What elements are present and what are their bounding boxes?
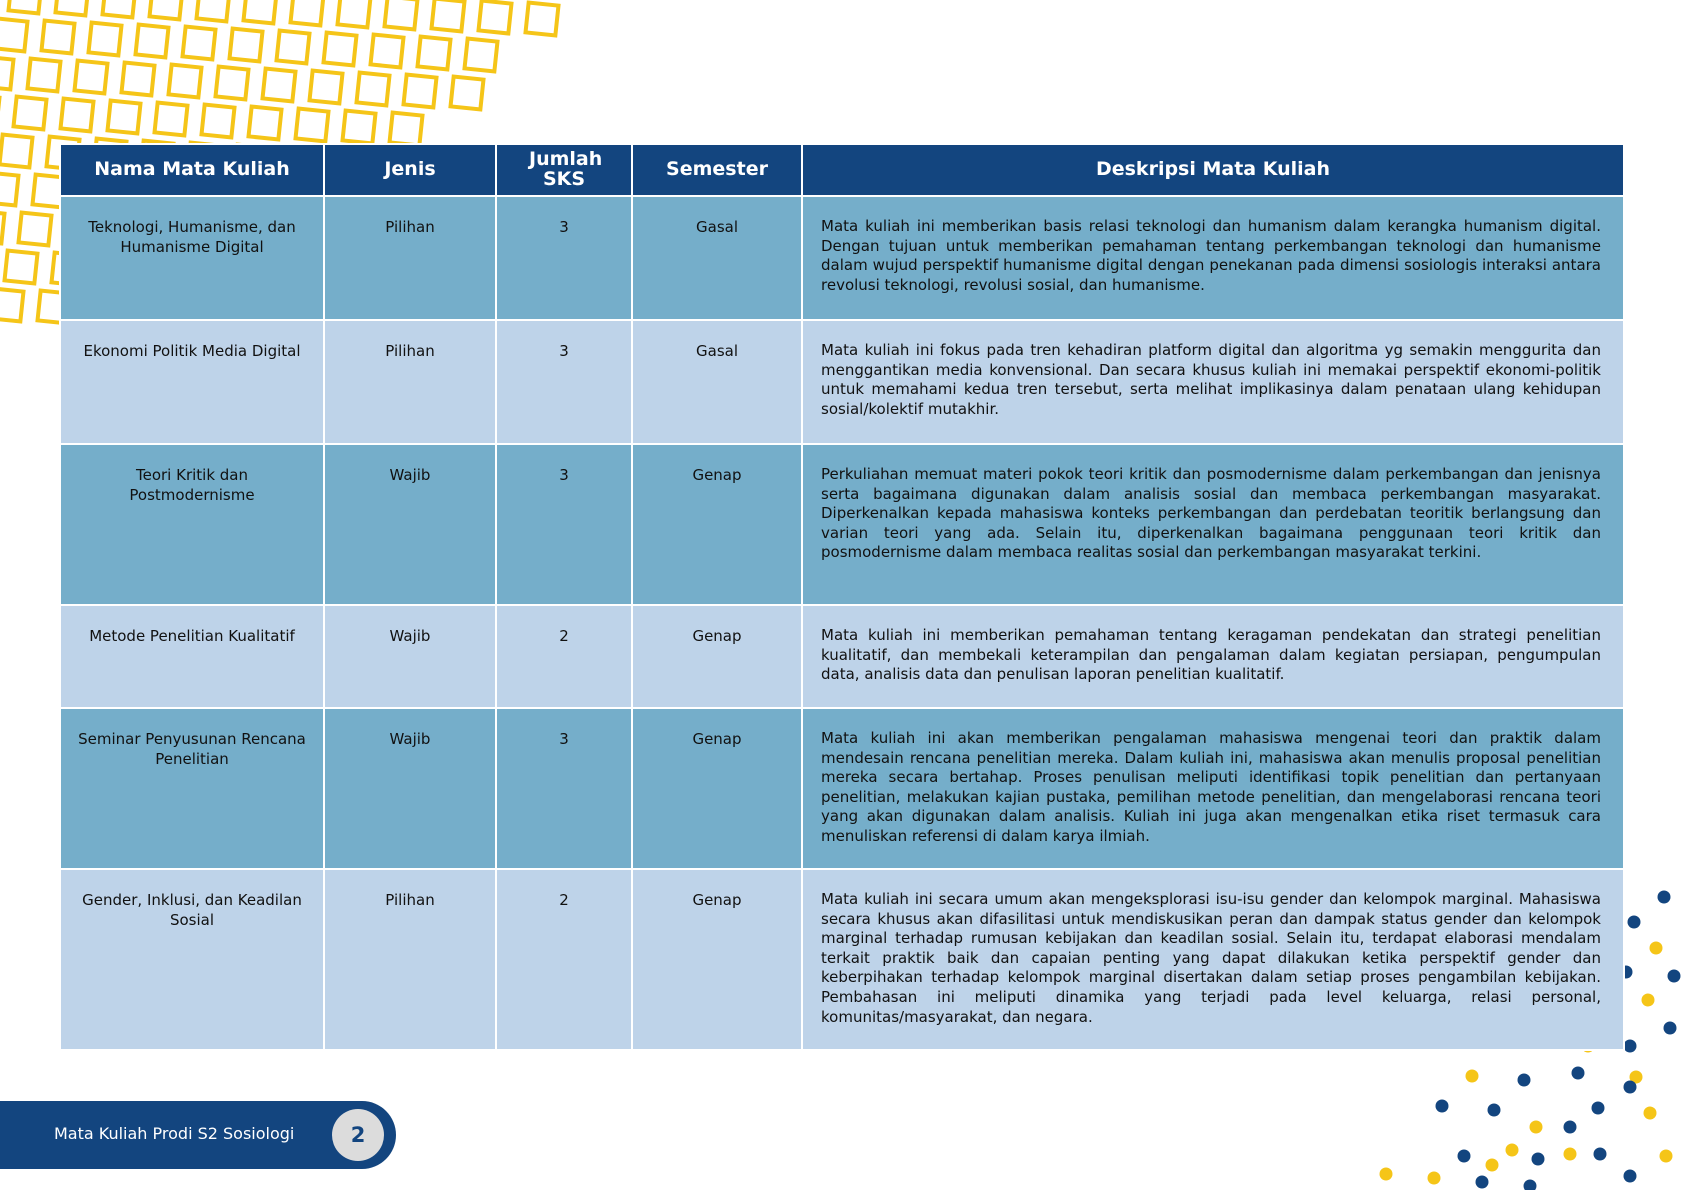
cell-nama: Teknologi, Humanisme, dan Humanisme Digital [60,196,324,320]
cell-semester: Genap [632,605,802,708]
cell-nama: Metode Penelitian Kualitatif [60,605,324,708]
decorative-square [9,0,42,13]
table-row [60,320,1624,444]
cell-sks: 3 [496,708,632,869]
decorative-dot [1594,1148,1607,1161]
decorative-dot [1624,1081,1637,1094]
decorative-square [244,0,277,23]
cell-jenis: Pilihan [324,196,496,320]
decorative-dot [1564,1121,1577,1134]
decorative-dot [1524,1180,1537,1190]
decorative-square [0,135,32,168]
header-deskripsi: Deskripsi Mata Kuliah [802,144,1624,196]
cell-semester: Gasal [632,196,802,320]
decorative-dot [1624,1170,1637,1183]
header-jumlah-sks [496,144,632,196]
decorative-square [0,57,13,90]
decorative-dot [1664,1022,1677,1035]
cell-sks: 3 [496,444,632,605]
header-nama-mata-kuliah: Nama Mata Kuliah [60,144,324,196]
decorative-square [89,23,122,56]
decorative-square [526,3,559,36]
decorative-square [202,105,235,138]
decorative-dot [1466,1070,1479,1083]
table-row [60,605,1624,708]
decorative-square [42,21,75,54]
decorative-square [122,63,155,96]
cell-nama: Ekonomi Politik Media Digital [60,320,324,444]
decorative-dot [1380,1168,1393,1181]
decorative-square [150,0,183,19]
cell-jenis: Pilihan [324,869,496,1050]
cell-sks: 3 [496,320,632,444]
cell-deskripsi: Mata kuliah ini memberikan pemahaman tentang keragaman pendekatan dan strategi penelitian kualitatif, dan membekali keterampilan dan pengalaman dalam kegiatan persiapan, pengumpulan data, analisis data dan penulisan laporan penelitian kualitatif. [802,605,1624,708]
decorative-square [197,0,230,21]
decorative-dot [1644,1107,1657,1120]
cell-jenis: Pilihan [324,320,496,444]
decorative-square [357,73,390,106]
decorative-square [103,0,136,17]
decorative-dot [1668,970,1681,983]
course-table [59,143,1625,1051]
decorative-square [56,0,89,15]
decorative-square [216,67,249,100]
decorative-dot [1428,1172,1441,1185]
decorative-square [465,39,498,72]
footer-label: Mata Kuliah Prodi S2 Sosiologi [54,1124,295,1143]
page-number: 2 [332,1109,384,1161]
cell-sks: 2 [496,605,632,708]
cell-nama: Seminar Penyusunan Rencana Penelitian [60,708,324,869]
decorative-square [371,35,404,68]
cell-deskripsi: Mata kuliah ini akan memberikan pengalaman mahasiswa mengenai teori dan praktik dalam mendesain rencana penelitian mereka. Dalam kuliah ini, mahasiswa akan menulis proposal penelitian mereka secara bertahap. Proses penulisan meliputi identifikasi topik penelitian dan pertanyaan penelitian, melakukan kajian pustaka, pemilihan metode penelitian, dan mengelaborasi rencana teori yang akan digunakan dalam analisis. Kuliah ini juga akan mengenalkan etika riset termasuk cara menuliskan referensi di dalam karya ilmiah. [802,708,1624,869]
cell-nama: Gender, Inklusi, dan Keadilan Sosial [60,869,324,1050]
cell-jenis: Wajib [324,444,496,605]
decorative-square [343,111,376,144]
decorative-dot [1486,1159,1499,1172]
decorative-dot [1628,916,1641,929]
decorative-dot [1658,891,1671,904]
header-jenis: Jenis [324,144,496,196]
header-jumlah-sks-label: Jumlah SKS [529,148,603,190]
decorative-square [75,61,108,94]
decorative-square [169,65,202,98]
cell-deskripsi: Mata kuliah ini fokus pada tren kehadiran platform digital dan algoritma yg semakin menggurita dan menggantikan media konvensional. Dan secara khusus kuliah ini memakai perspektif ekonomi-politik untuk memahami kedua tren tersebut, serta melihat implikasinya dalam penataan ulang kehidupan sosial/kolektif mutakhir. [802,320,1624,444]
cell-sks: 2 [496,869,632,1050]
decorative-dot [1476,1176,1489,1189]
decorative-square [249,107,282,140]
decorative-square [385,0,418,29]
decorative-dot [1642,994,1655,1007]
decorative-dot [1592,1102,1605,1115]
decorative-dot [1530,1121,1543,1134]
decorative-dot [1572,1067,1585,1080]
decorative-square [324,33,357,66]
cell-semester: Genap [632,444,802,605]
table-header-row [60,144,1624,196]
cell-sks: 3 [496,196,632,320]
decorative-square [0,211,4,244]
decorative-square [28,59,61,92]
header-semester: Semester [632,144,802,196]
decorative-square [19,213,52,246]
decorative-square [451,77,484,110]
decorative-dot [1624,1040,1637,1053]
decorative-square [390,113,423,146]
decorative-square [418,37,451,70]
decorative-dot [1532,1153,1545,1166]
decorative-square [263,69,296,102]
table-row [60,708,1624,869]
decorative-square [0,19,27,52]
decorative-dot [1650,942,1663,955]
cell-deskripsi: Mata kuliah ini secara umum akan mengeksplorasi isu-isu gender dan kelompok marginal. Mahasiswa secara khusus akan difasilitasi untuk mendiskusikan peran dan dampak status gender dan kelompok marginal terhadap rumusan kebijakan dan keadilan sosial. Selain itu, terdapat elaborasi mendalam terkait praktik baik dan capaian penting yang dapat dilakukan ketika perspektif gender dan keberpihakan terhadap kelompok marginal disertakan dalam setiap proses pengambilan kebijakan. Pembahasan ini meliputi dinamika yang terjadi pada level keluarga, relasi personal, komunitas/masyarakat, dan negara. [802,869,1624,1050]
decorative-square [479,1,512,34]
cell-jenis: Wajib [324,605,496,708]
decorative-dot [1506,1144,1519,1157]
decorative-dot [1458,1150,1471,1163]
decorative-square [14,97,47,130]
cell-jenis: Wajib [324,708,496,869]
table-row [60,196,1624,320]
table-row [60,444,1624,605]
cell-deskripsi: Mata kuliah ini memberikan basis relasi teknologi dan humanism dalam kerangka humanism digital. Dengan tujuan untuk memberikan pemahaman tentang perkembangan teknologi dan humanisme dalam wujud perspektif humanisme digital dengan penekanan pada dimensi sosiologis interaksi antara revolusi teknologi, revolusi sosial, dan humanisme. [802,196,1624,320]
decorative-square [338,0,371,27]
decorative-square [155,103,188,136]
footer-bar [0,1101,396,1169]
decorative-dot [1564,1148,1577,1161]
decorative-square [310,71,343,104]
decorative-square [296,109,329,142]
decorative-square [0,289,23,322]
cell-semester: Genap [632,708,802,869]
decorative-square [136,25,169,58]
decorative-square [61,99,94,132]
decorative-square [230,29,263,62]
decorative-dot [1488,1104,1501,1117]
table-row [60,869,1624,1050]
cell-nama: Teori Kritik dan Postmodernisme [60,444,324,605]
cell-semester: Gasal [632,320,802,444]
cell-semester: Genap [632,869,802,1050]
cell-deskripsi: Perkuliahan memuat materi pokok teori kritik dan posmodernisme dalam perkembangan dan jenisnya serta bagaimana digunakan dalam analisis sosial dan membaca perkembangan masyarakat. Diperkenalkan kepada mahasiswa konteks perkembangan dan perdebatan teoritik berlangsung dan varian teori yang ada. Selain itu, diperkenalkan bagaimana penggunaan teori kritik dan posmodernisme dalam membaca realitas sosial dan perkembangan masyarakat terkini. [802,444,1624,605]
decorative-dot [1518,1074,1531,1087]
decorative-square [0,173,18,206]
decorative-dot [1436,1100,1449,1113]
decorative-square [277,31,310,64]
decorative-square [404,75,437,108]
decorative-square [432,0,465,31]
decorative-square [5,251,38,284]
decorative-square [108,101,141,134]
decorative-dot [1660,1150,1673,1163]
decorative-square [183,27,216,60]
decorative-square [291,0,324,25]
